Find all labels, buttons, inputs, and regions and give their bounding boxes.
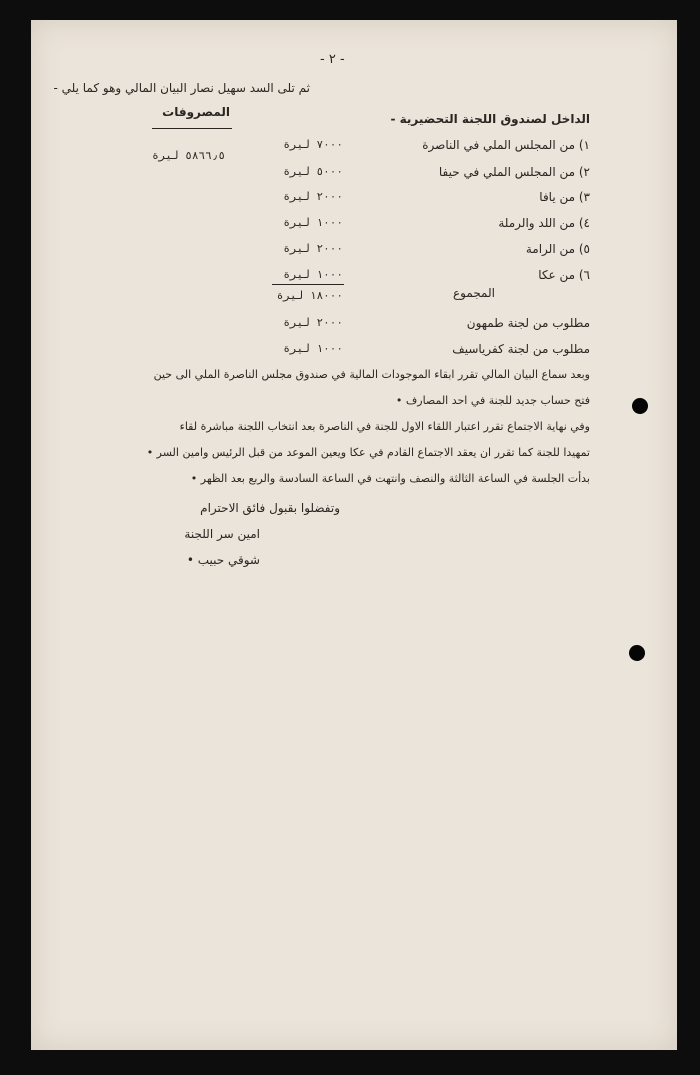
income-item-amount: ٢٠٠٠ ليرة [283, 190, 343, 203]
paragraph-line: وفي نهاية الاجتماع تقرر اعتبار اللقاء الاول للجنة في الناصرة بعد انتخاب اللجنة مباشرة لقاء [179, 420, 590, 433]
paragraph-line: فتح حساب جديد للجنة في احد المصارف • [395, 394, 590, 407]
requested-item-amount: ١٠٠٠ ليرة [283, 342, 343, 355]
signature-name: شوقي حبيب • [186, 553, 260, 567]
paragraph-line: تمهيدا للجنة كما تقرر ان يعقد الاجتماع القادم في عكا ويعين الموعد من قبل الرئيس وامين السر • [146, 446, 590, 459]
signature-title: امين سر اللجنة [184, 527, 260, 541]
expenses-amount: ٥٨٦٦٫٥ ليرة [152, 149, 225, 162]
income-item-amount: ١٠٠٠ ليرة [283, 268, 343, 281]
income-item-label: ٤) من اللد والرملة [498, 216, 590, 230]
requested-item-label: مطلوب من لجنة طمهون [466, 316, 590, 330]
punch-hole [629, 645, 645, 661]
income-item-amount: ١٠٠٠ ليرة [283, 216, 343, 229]
expenses-underline [152, 128, 232, 129]
income-item-label: ٥) من الرامة [525, 242, 590, 256]
income-heading: الداخل لصندوق اللجنة التحضيرية - [390, 112, 590, 126]
income-item-label: ١) من المجلس الملي في الناصرة [422, 138, 590, 152]
punch-hole [632, 398, 648, 414]
income-item-amount: ٢٠٠٠ ليرة [283, 242, 343, 255]
income-item-label: ٣) من يافا [539, 190, 590, 204]
requested-item-amount: ٢٠٠٠ ليرة [283, 316, 343, 329]
income-item-label: ٢) من المجلس الملي في حيفا [438, 165, 590, 179]
intro-line: ثم تلى السد سهيل نصار البيان المالي وهو كما يلي - [53, 81, 310, 95]
total-label: المجموع [453, 286, 495, 300]
income-item-label: ٦) من عكا [538, 268, 590, 282]
requested-item-label: مطلوب من لجنة كفرياسيف [452, 342, 590, 356]
expenses-heading: المصروفات [162, 105, 230, 119]
closing-line: وتفضلوا بقبول فائق الاحترام [200, 501, 340, 515]
income-item-amount: ٥٠٠٠ ليرة [283, 165, 343, 178]
paragraph-line: وبعد سماع البيان المالي تقرر ابقاء الموجودات المالية في صندوق مجلس الناصرة الملي الى حين [153, 368, 590, 381]
paragraph-line: بدأت الجلسة في الساعة الثالثة والنصف وانتهت في الساعة السادسة والربع بعد الظهر • [190, 472, 590, 485]
page-number: - ٢ - [320, 52, 345, 67]
income-item-amount: ٧٠٠٠ ليرة [283, 138, 343, 151]
total-underline [272, 284, 344, 285]
total-amount: ١٨٠٠٠ ليرة [276, 289, 343, 302]
